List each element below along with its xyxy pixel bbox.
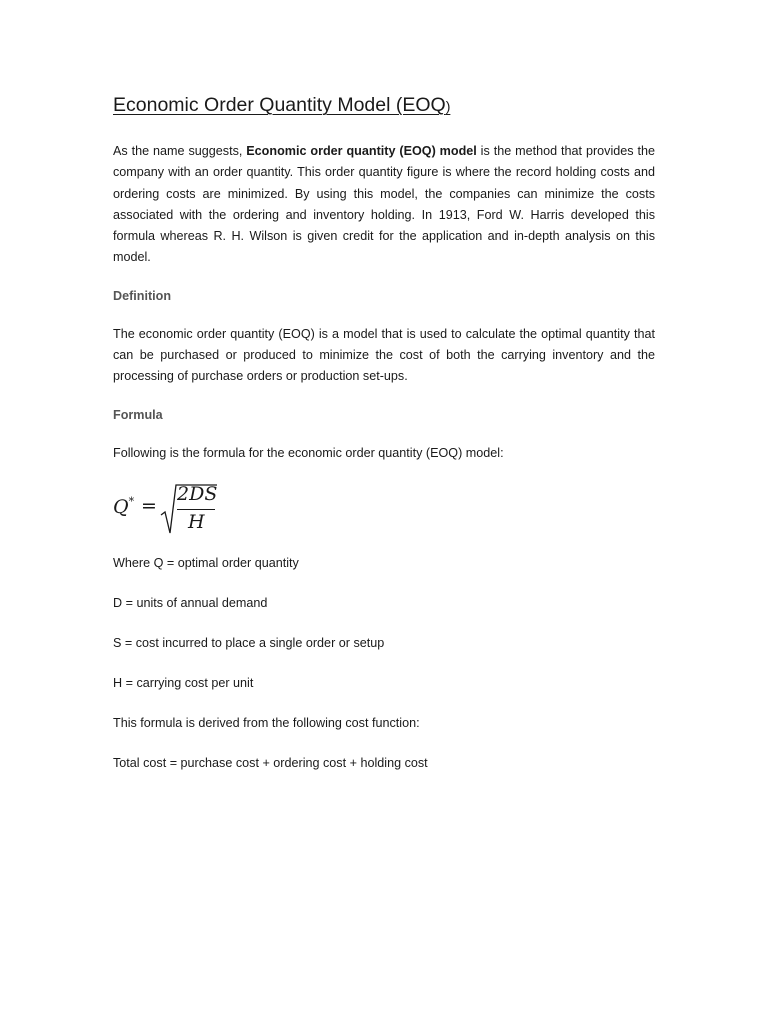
formula-lhs-q: Q: [113, 495, 129, 518]
fraction-bar: [177, 509, 215, 510]
title-main: Economic Order Quantity Model (EOQ: [113, 94, 446, 116]
formula-numerator: 2DS: [177, 482, 218, 505]
formula-heading: Formula: [113, 407, 163, 422]
where-line-h: H = carrying cost per unit: [113, 675, 254, 690]
formula-lhs-star: *: [128, 494, 135, 508]
where-line-q: Where Q = optimal order quantity: [113, 555, 299, 570]
where-line-s: S = cost incurred to place a single order or setup: [113, 635, 385, 650]
intro-bold-term: Economic order quantity (EOQ) model: [246, 144, 477, 158]
document-page: [113, 92, 655, 793]
derived-text: This formula is derived from the following cost function:: [113, 715, 420, 730]
page-title: [113, 92, 655, 119]
formula-intro: Following is the formula for the economic order quantity (EOQ) model:: [113, 445, 504, 460]
intro-prefix: As the name suggests,: [113, 144, 247, 158]
definition-heading: Definition: [113, 288, 172, 303]
where-line-d: D = units of annual demand: [113, 595, 268, 610]
formula-equals: =: [141, 494, 157, 517]
definition-paragraph: The economic order quantity (EOQ) is a model that is used to calculate the optimal quantity that can be purchased or produced to minimize the cost of both the carrying inventory and the processing of purchase orders or production set-ups.: [113, 326, 655, 384]
title-closing-paren: ): [445, 98, 451, 114]
intro-suffix: is the method that provides the company with an order quantity. This order quantity figure is where the record holding costs and ordering costs are minimized. By using this model, the companies can minimize the costs associated with the ordering and inventory holding. In 1913, Ford W. Harris developed this formula whereas R. H. Wilson is given credit for the application and in-depth analysis on this model.: [113, 144, 655, 265]
intro-paragraph: [113, 141, 655, 269]
eoq-formula: [113, 483, 655, 539]
formula-lhs: [113, 495, 134, 518]
formula-denominator: H: [188, 510, 205, 533]
total-cost-line: Total cost = purchase cost + ordering cost + holding cost: [113, 755, 428, 770]
